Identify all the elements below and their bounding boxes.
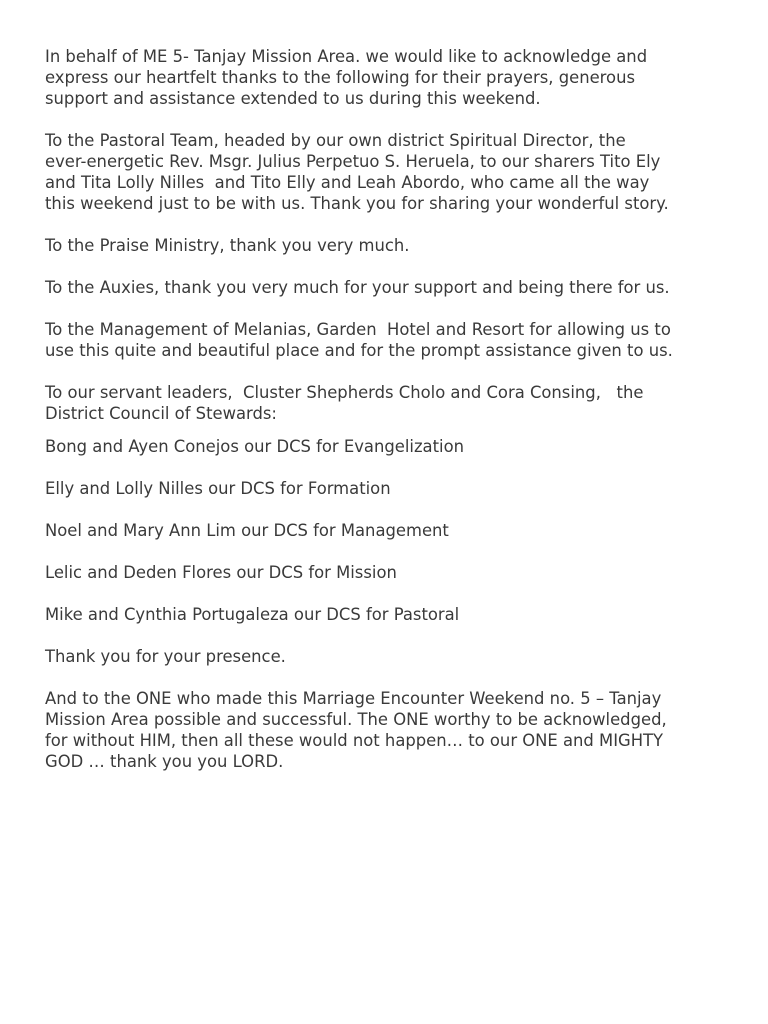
text-line: To the Management of Melanias, Garden Hotel and Resort for allowing us to xyxy=(45,320,671,339)
steward-item xyxy=(45,478,735,499)
praise-ministry-paragraph xyxy=(45,235,735,256)
text-line: District Council of Stewards: xyxy=(45,404,277,423)
text-line: To our servant leaders, Cluster Shepherds Cholo and Cora Consing, the xyxy=(45,383,644,402)
management-paragraph xyxy=(45,319,735,361)
text-line: express our heartfelt thanks to the following for their prayers, generous xyxy=(45,68,636,87)
text-line: support and assistance extended to us during this weekend. xyxy=(45,89,541,108)
text-line: this weekend just to be with us. Thank you for sharing your wonderful story. xyxy=(45,194,669,213)
text-line: ever-energetic Rev. Msgr. Julius Perpetuo S. Heruela, to our sharers Tito Ely xyxy=(45,152,661,171)
text-line: use this quite and beautiful place and for the prompt assistance given to us. xyxy=(45,341,673,360)
steward-item xyxy=(45,604,735,625)
text-line: To the Praise Ministry, thank you very much. xyxy=(45,236,410,255)
text-line: Lelic and Deden Flores our DCS for Mission xyxy=(45,563,397,582)
text-line: GOD … thank you you LORD. xyxy=(45,752,284,771)
text-line: To the Pastoral Team, headed by our own district Spiritual Director, the xyxy=(45,131,626,150)
steward-item xyxy=(45,562,735,583)
servant-leaders-paragraph xyxy=(45,382,735,424)
text-line: Thank you for your presence. xyxy=(45,647,286,666)
auxies-paragraph xyxy=(45,277,735,298)
intro-paragraph xyxy=(45,46,735,109)
text-line: Bong and Ayen Conejos our DCS for Evangelization xyxy=(45,437,465,456)
steward-item xyxy=(45,436,735,457)
text-line: for without HIM, then all these would not happen… to our ONE and MIGHTY xyxy=(45,731,664,750)
pastoral-team-paragraph xyxy=(45,130,735,214)
text-line: And to the ONE who made this Marriage Encounter Weekend no. 5 – Tanjay xyxy=(45,689,662,708)
text-line: Mike and Cynthia Portugaleza our DCS for Pastoral xyxy=(45,605,460,624)
steward-item xyxy=(45,520,735,541)
closing-paragraph xyxy=(45,688,735,772)
text-line: Mission Area possible and successful. The ONE worthy to be acknowledged, xyxy=(45,710,667,729)
text-line: Elly and Lolly Nilles our DCS for Formation xyxy=(45,479,391,498)
text-line: and Tita Lolly Nilles and Tito Elly and Leah Abordo, who came all the way xyxy=(45,173,650,192)
text-line: To the Auxies, thank you very much for your support and being there for us. xyxy=(45,278,670,297)
presence-paragraph xyxy=(45,646,735,667)
text-line: In behalf of ME 5- Tanjay Mission Area. we would like to acknowledge and xyxy=(45,47,648,66)
document-body xyxy=(45,46,735,793)
text-line: Noel and Mary Ann Lim our DCS for Management xyxy=(45,521,449,540)
